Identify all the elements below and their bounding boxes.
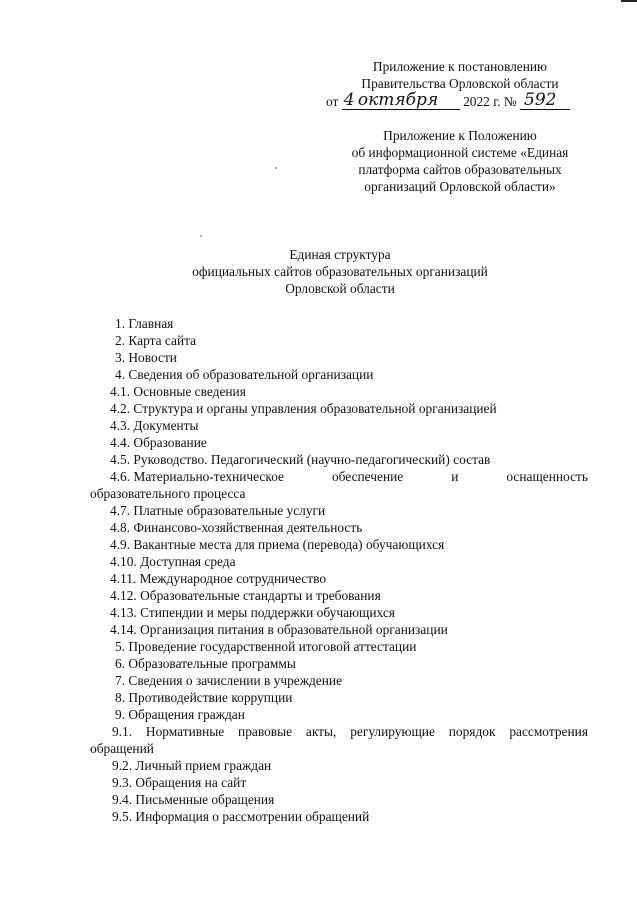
list-item-9-5: 9.5. Информация о рассмотрении обращений [112, 809, 370, 824]
decree-number-field [520, 92, 570, 110]
list-item-4-12: 4.12. Образовательные стандарты и требования [110, 588, 381, 603]
list-item-7: 7. Сведения о зачислении в учреждение [115, 673, 343, 688]
list-item-4-7: 4.7. Платные образовательные услуги [110, 503, 326, 518]
list-item-4-9: 4.9. Вакантные места для приема (перевода) обучающихся [110, 537, 445, 552]
date-handwritten-field [342, 92, 460, 110]
regulation-annex-line3: платформа сайтов образовательных [358, 162, 562, 177]
corner-mark [621, 0, 637, 2]
list-item-4-6-word: и [451, 469, 459, 484]
list-item-4-6-word: 4.6. Материально-техническое [110, 469, 284, 484]
document-title-line1: Единая структура [289, 247, 391, 262]
list-item-4-1: 4.1. Основные сведения [110, 384, 246, 399]
list-item-9-1-word: порядок [448, 724, 496, 739]
list-item-4-14: 4.14. Организация питания в образовательной организации [110, 622, 448, 637]
date-year: 2022 г. № [463, 94, 517, 109]
list-item-8: 8. Противодействие коррупции [115, 690, 293, 705]
list-item-4-6 [110, 468, 588, 485]
date-prefix: от [326, 94, 339, 109]
document-title-line2: официальных сайтов образовательных организаций [192, 264, 488, 279]
list-item-4: 4. Сведения об образовательной организации [115, 367, 374, 382]
list-item-4-5: 4.5. Руководство. Педагогический (научно-педагогический) состав [110, 452, 491, 467]
decree-annex-line2: Правительства Орловской области [361, 76, 559, 91]
list-item-5: 5. Проведение государственной итоговой аттестации [115, 639, 417, 654]
list-item-4-13: 4.13. Стипендии и меры поддержки обучающихся [110, 605, 395, 620]
list-item-9-1-continuation: обращений [90, 741, 154, 756]
list-item-4-11: 4.11. Международное сотрудничество [110, 571, 327, 586]
regulation-annex-line2: об информационной системе «Единая [351, 145, 569, 160]
list-item-1: 1. Главная [115, 316, 174, 331]
document-title-line3: Орловской области [285, 281, 395, 296]
list-item-4-2: 4.2. Структура и органы управления образовательной организацией [110, 401, 497, 416]
list-item-9-1-word: правовые [238, 724, 293, 739]
list-item-4-3: 4.3. Документы [110, 418, 199, 433]
list-item-4-6-continuation: образовательного процесса [90, 486, 246, 501]
scan-speck [275, 167, 277, 169]
list-item-9-1 [112, 723, 588, 740]
list-item-3: 3. Новости [115, 350, 177, 365]
decree-number: 592 [524, 90, 557, 110]
list-item-9-4: 9.4. Письменные обращения [112, 792, 275, 807]
list-item-9-1-word: 9.1. [112, 724, 133, 739]
decree-annex-line1: Приложение к постановлению [372, 59, 548, 74]
list-item-2: 2. Карта сайта [115, 333, 197, 348]
regulation-annex-line1: Приложение к Положению [383, 128, 537, 143]
date-day: 4 [343, 90, 355, 110]
list-item-9-2: 9.2. Личный прием граждан [112, 758, 272, 773]
scan-speck [200, 235, 202, 237]
decree-date-line [326, 92, 570, 110]
list-item-9-1-word: Нормативные [145, 724, 225, 739]
list-item-9: 9. Обращения граждан [115, 707, 245, 722]
date-month: октября [357, 90, 439, 110]
regulation-annex-line4: организаций Орловской области» [364, 179, 556, 194]
list-item-4-6-word: оснащенность [506, 469, 588, 484]
list-item-9-3: 9.3. Обращения на сайт [112, 775, 247, 790]
list-item-4-4: 4.4. Образование [110, 435, 207, 450]
list-item-9-1-word: рассмотрения [509, 724, 588, 739]
list-item-6: 6. Образовательные программы [115, 656, 296, 671]
list-item-9-1-word: регулирующие [350, 724, 435, 739]
list-item-4-6-word: обеспечение [331, 469, 404, 484]
list-item-4-10: 4.10. Доступная среда [110, 554, 236, 569]
list-item-4-8: 4.8. Финансово-хозяйственная деятельность [110, 520, 363, 535]
list-item-9-1-word: акты, [305, 724, 337, 739]
